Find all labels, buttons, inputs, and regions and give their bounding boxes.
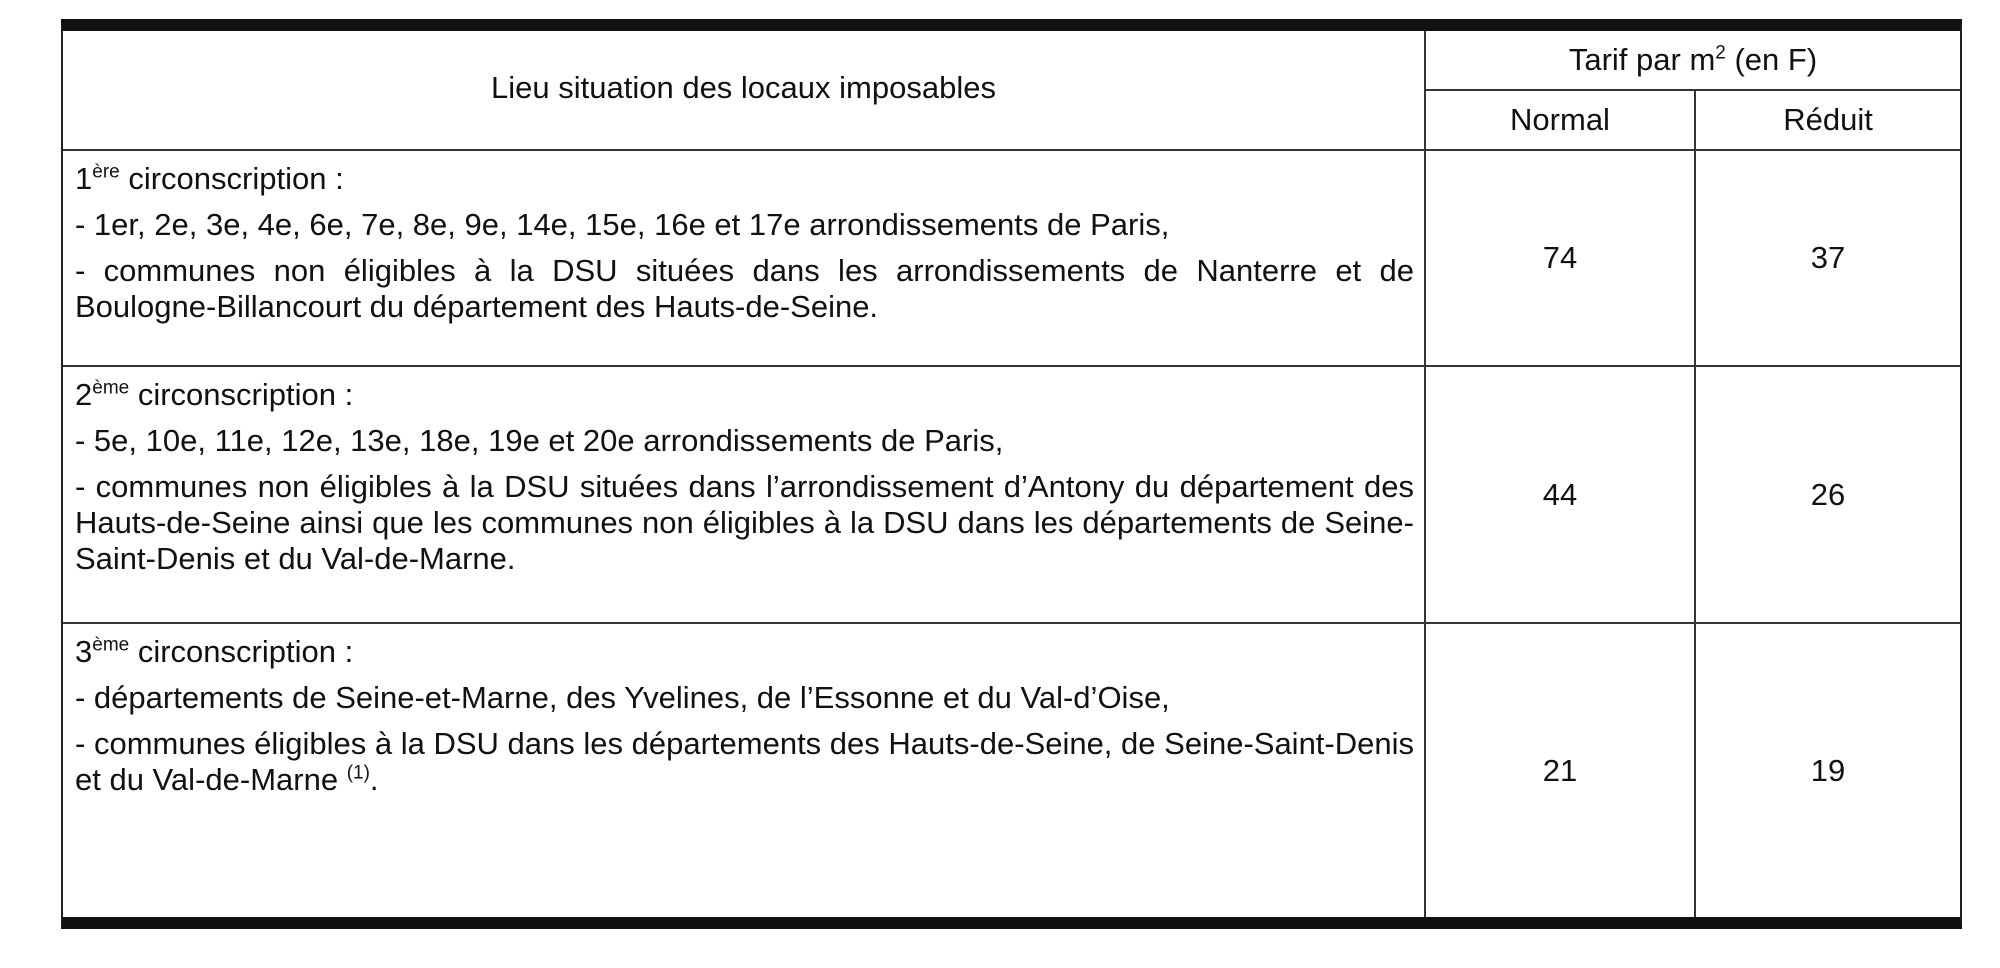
zone-title: 1ère circonscription :: [75, 161, 344, 196]
zone-item: - communes éligibles à la DSU dans les départements des Hauts-de-Seine, de Seine-Saint-Denis et du Val-de-Marne $^{(1)}$.: [75, 726, 1414, 797]
normal-value: 44: [1425, 366, 1695, 623]
reduced-value: 37: [1695, 150, 1960, 366]
zone-item: - communes non éligibles à la DSU situées dans l’arrondissement d’Antony du département des Hauts-de-Seine ainsi que les communes non éligibles à la DSU dans les départements de Seine-Saint-Denis et du Val-de-Marne.: [75, 469, 1414, 576]
zone-item: - départements de Seine-et-Marne, des Yvelines, de l’Essonne et du Val-d’Oise,: [75, 680, 1170, 715]
reduced-value: 26: [1695, 366, 1960, 623]
normal-value: 21: [1425, 623, 1695, 917]
tariff-header-unit: (en F): [1725, 42, 1818, 77]
location-header-text: Lieu situation des locaux imposables: [491, 70, 996, 105]
tariff-header: [1425, 31, 1960, 90]
zone-cell-2: [63, 366, 1425, 623]
table-row: [63, 366, 1960, 623]
zone-item: - 5e, 10e, 11e, 12e, 13e, 18e, 19e et 20e arrondissements de Paris,: [75, 423, 1004, 458]
table-row: [63, 150, 1960, 366]
zone-cell-3: [63, 623, 1425, 917]
table-row: [63, 623, 1960, 917]
zone-title: 2ème circonscription :: [75, 377, 354, 412]
tariff-table: [61, 19, 1962, 929]
zone-cell-1: [63, 150, 1425, 366]
reduced-value: 19: [1695, 623, 1960, 917]
reduced-header: Réduit: [1695, 90, 1960, 150]
zone-title: 3ème circonscription :: [75, 634, 354, 669]
tariff-header-prefix: Tarif par m: [1568, 42, 1716, 77]
zone-item: - 1er, 2e, 3e, 4e, 6e, 7e, 8e, 9e, 14e, 15e, 16e et 17e arrondissements de Paris,: [75, 207, 1170, 242]
footnote-marker: (1): [346, 762, 370, 784]
tariff-grid: [63, 31, 1960, 917]
normal-header: Normal: [1425, 90, 1695, 150]
normal-value: 74: [1425, 150, 1695, 366]
zone-item: - communes non éligibles à la DSU situées dans les arrondissements de Nanterre et de Boulogne-Billancourt du département des Hauts-de-Seine.: [75, 253, 1414, 324]
location-header: [63, 31, 1425, 150]
tariff-header-exponent: 2: [1715, 42, 1726, 64]
